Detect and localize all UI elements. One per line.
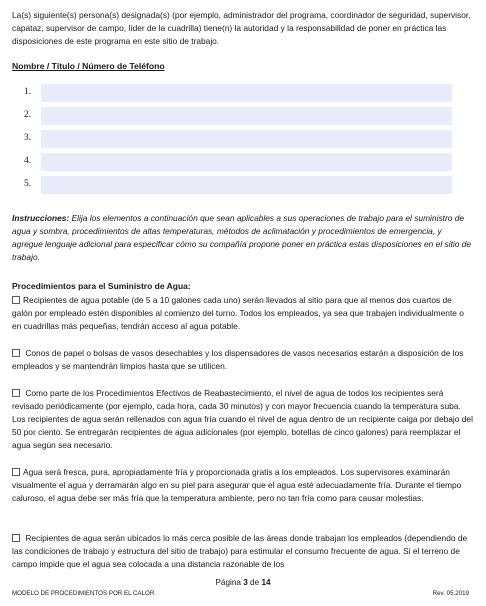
contact-row-3 (24, 130, 452, 148)
procedure-item (12, 294, 474, 333)
procedure-item (12, 466, 474, 505)
procedure-text: Conos de papel o bolsas de vasos desechables y los dispensadores de vasos necesarios estarán a disposición de los empleados y se mantendrán limpios hasta que se utilicen. (12, 348, 464, 371)
footer-revision: Rev. 05.2019 (432, 590, 469, 597)
contact-row-1 (24, 84, 452, 102)
procedure-item (12, 387, 474, 452)
procedure-checkbox[interactable] (12, 389, 20, 397)
procedure-text: Recipientes de agua serán ubicados lo más cerca posible de las áreas donde trabajan los empleados (dependiendo de las condiciones de trabajo y estructura del sitio de trabajo) para estimular el consumo frecuente de agua. Si el terreno de campo impide que el agua sea colocada a una distancia razonable de los (12, 533, 468, 569)
contact-number: 2. (24, 110, 32, 120)
contact-row-5 (24, 176, 452, 194)
page-current: 3 (243, 578, 248, 587)
contact-number: 3. (24, 133, 32, 143)
contact-field-5[interactable] (41, 176, 452, 194)
procedure-checkbox[interactable] (12, 468, 20, 476)
procedure-text: Agua será fresca, pura, apropiadamente fría y proporcionada gratis a los empleados. Los supervisores examinarán visualmente el agua y derramarán algo en su piel para asegurar que el agua esté adecuadamente fría. Durante el tiempo caluroso, el agua debe ser más fría que la temperatura ambiente, pero no tan fría como para causar molestias. (12, 467, 462, 503)
procedure-item (12, 347, 474, 373)
procedure-checkbox[interactable] (12, 534, 20, 542)
contact-number: 1. (24, 87, 32, 97)
procedure-item (12, 532, 474, 571)
contact-field-1[interactable] (41, 84, 452, 102)
procedure-text: Recipientes de agua potable (de 5 a 10 galones cada uno) serán llevados al sitio para que al menos dos cuartos de galón por empleado estén disponibles al comienzo del turno. Todos los empleados, ya sea que trabajen individualmente o en cuadrillas más pequeñas, tendrán acceso al agua potable. (12, 295, 464, 331)
footer-document-title: MODELO DE PROCEDIMIENTOS POR EL CALOR (12, 590, 155, 597)
procedure-checkbox[interactable] (12, 349, 20, 357)
page-prefix: Página (215, 578, 244, 587)
contacts-section-title: Nombre / Título / Número de Teléfono (12, 61, 165, 71)
contact-field-3[interactable] (41, 130, 452, 148)
contact-number: 4. (24, 156, 32, 166)
instructions-label: Instrucciones: (12, 213, 70, 223)
contact-row-4 (24, 153, 452, 171)
instructions-paragraph (12, 212, 474, 264)
procedure-checkbox[interactable] (12, 296, 20, 304)
intro-paragraph: La(s) siguiente(s) persona(s) designada(s) (por ejemplo, administrador del programa, coordinador de seguridad, supervisor, capataz, supervisor de campo, líder de la cuadrilla) tiene(n) la autoridad y la responsabilidad de poner en práctica las disposiciones de este programa en este sitio de trabajo. (12, 10, 471, 46)
page-total: 14 (261, 578, 271, 587)
instructions-text: Elija los elementos a continuación que sean aplicables a sus operaciones de trabajo para el suministro de agua y sombra, procedimientos de altas temperaturas, métodos de aclimatación y procedimientos de emergencia, y agregue lenguaje adicional para especificar cómo su compañía propone poner en práctica estas disposiciones en el sitio de trabajo. (12, 213, 472, 262)
procedure-text: Como parte de los Procedimientos Efectivos de Reabastecimiento, el nivel de agua de todos los recipientes será revisado periódicamente (por ejemplo, cada hora, cada 30 minutos) y con mayor frecuencia cuando la temperatura suba. Los recipientes de agua serán rellenados con agua fría cuando el nivel de agua dentro de un recipiente caiga por debajo del 50 por ciento. Se entregarán recipientes de agua adicionales (por ejemplo, botellas de cinco galones) para reemplazar el agua según sea necesario. (12, 388, 473, 450)
contact-number: 5. (24, 179, 32, 189)
water-procedures-title: Procedimientos para el Suministro de Agua: (12, 281, 191, 291)
contact-field-4[interactable] (41, 153, 452, 171)
contact-field-2[interactable] (41, 107, 452, 125)
contact-row-2 (24, 107, 452, 125)
page-mid: de (247, 578, 262, 587)
page-number (0, 578, 486, 587)
